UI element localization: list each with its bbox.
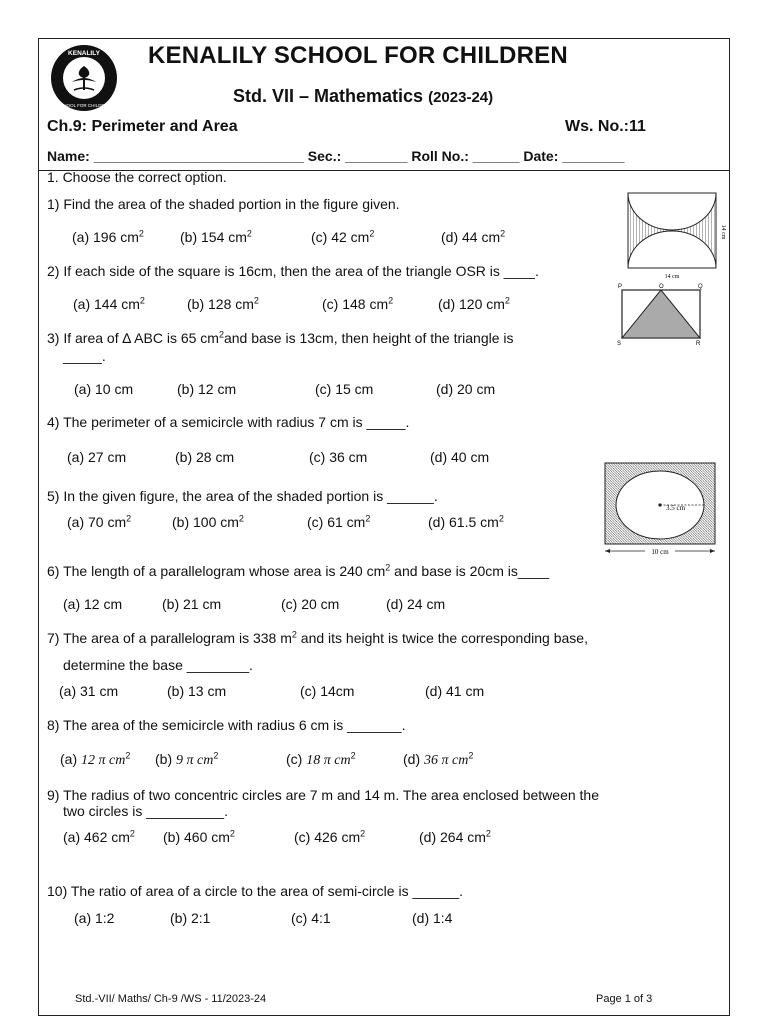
q4-option-d: (d) 40 cm [430,449,490,465]
q8-option-b: (b) 9 π $cm^2$ [155,750,219,768]
figure-1-semicircles [618,190,730,282]
q4-option-c: (c) 36 cm [309,449,368,465]
q1-option-c: (c) 42 $cm^2$ [311,228,375,245]
q5-option-c: (c) 61 $cm^2$ [307,513,371,530]
name-row: Name: ___________________________ Sec.: ________ Roll No.: ______ Date: ________ [47,148,625,164]
school-logo [50,44,118,112]
svg-text:S: S [617,341,622,346]
q4-option-a: (a) 27 cm [67,449,127,465]
q7-option-b: (b) 13 cm [167,683,227,699]
question-7: 7) The area of a parallelogram is 338 $m^2$ and its height is twice the corresponding base, [47,629,588,646]
question-9: 9) The radius of two concentric circles are 7 m and 14 m. The area enclosed between the [47,787,600,803]
question-1: 1) Find the area of the shaded portion in the figure given. [47,196,400,212]
q7-option-a: (a) 31 cm [59,683,119,699]
q4-option-b: (b) 28 cm [175,449,235,465]
q5-option-d: (d) 61.5 $cm^2$ [428,513,504,530]
q2-option-b: (b) 128 $cm^2$ [187,295,259,312]
q1-option-d: (d) 44 $cm^2$ [441,228,506,245]
q9-option-d: (d) 264 $cm^2$ [419,828,491,845]
section-heading: 1. Choose the correct option. [47,169,227,185]
q5-option-a: (a) 70 $cm^2$ [67,513,132,530]
q8-option-c: (c) 18 π $cm^2$ [286,750,356,768]
question-6: 6) The length of a parallelogram whose area is 240 $cm^2$ and base is 20cm is____ [47,562,550,579]
q5-option-b: (b) 100 $cm^2$ [172,513,244,530]
q3-option-d: (d) 20 cm [436,381,496,397]
svg-text:R: R [696,341,701,346]
question-4: 4) The perimeter of a semicircle with radius 7 cm is _____. [47,414,410,430]
svg-text:14 cm: 14 cm [664,274,680,280]
svg-text:3.5 cm: 3.5 cm [666,504,686,512]
std-subject: Std. VII – Mathematics (2023-24) [233,86,494,106]
question-3-blank: _____. [63,348,106,364]
q6-option-b: (b) 21 cm [162,596,222,612]
svg-text:P: P [618,284,623,290]
figure-2-triangle [614,282,704,346]
q9-option-b: (b) 460 $cm^2$ [163,828,235,845]
question-8: 8) The area of the semicircle with radius 6 cm is _______. [47,717,406,733]
q10-option-b: (b) 2:1 [170,910,211,926]
chapter-title: Ch.9: Perimeter and Area [47,118,238,135]
question-5: 5) In the given figure, the area of the shaded portion is ______. [47,488,438,504]
q6-option-a: (a) 12 cm [63,596,123,612]
footer-page-number: Page 1 of 3 [596,993,653,1005]
question-9-line2: two circles is __________. [63,803,228,819]
q8-option-a: (a) 12 π $cm^2$ [60,750,131,768]
q10-option-c: (c) 4:1 [291,910,331,926]
svg-text:Q: Q [698,284,703,290]
question-7-line2: determine the base ________. [63,657,253,673]
svg-text:10 cm: 10 cm [651,548,669,556]
svg-text:SCHOOL FOR CHILDREN: SCHOOL FOR CHILDREN [57,103,111,108]
q8-option-d: (d) 36 π $cm^2$ [403,750,474,768]
svg-text:O: O [659,284,664,290]
question-3: 3) If area of ∆ ABC is 65 $cm^2and$ base is 13cm, then height of the triangle is [47,329,514,346]
q10-option-d: (d) 1:4 [412,910,453,926]
q9-option-a: (a) 462 $cm^2$ [63,828,135,845]
q7-option-c: (c) 14cm [300,683,355,699]
question-10: 10) The ratio of area of a circle to the area of semi-circle is ______. [47,883,464,899]
svg-text:14 cm: 14 cm [720,224,726,240]
q2-option-a: (a) 144 $cm^2$ [73,295,145,312]
q3-option-b: (b) 12 cm [177,381,237,397]
footer-left: Std.-VII/ Maths/ Ch-9 /WS - 11/2023-24 [75,993,267,1005]
worksheet-number: Ws. No.:11 [565,118,646,135]
question-2: 2) If each side of the square is 16cm, then the area of the triangle OSR is ____. [47,263,539,279]
q3-option-c: (c) 15 cm [315,381,374,397]
q9-option-c: (c) 426 $cm^2$ [294,828,366,845]
q2-option-c: (c) 148 $cm^2$ [322,295,394,312]
q1-option-a: (a) 196 $cm^2$ [72,228,144,245]
school-name: KENALILY SCHOOL FOR CHILDREN [148,42,568,69]
q1-option-b: (b) 154 $cm^2$ [180,228,252,245]
q6-option-d: (d) 24 cm [386,596,446,612]
q10-option-a: (a) 1:2 [74,910,115,926]
svg-text:KENALILY: KENALILY [68,50,100,57]
q3-option-a: (a) 10 cm [74,381,134,397]
q2-option-d: (d) 120 $cm^2$ [438,295,510,312]
q7-option-d: (d) 41 cm [425,683,485,699]
figure-3-circle-in-rectangle [600,460,720,556]
q6-option-c: (c) 20 cm [281,596,340,612]
